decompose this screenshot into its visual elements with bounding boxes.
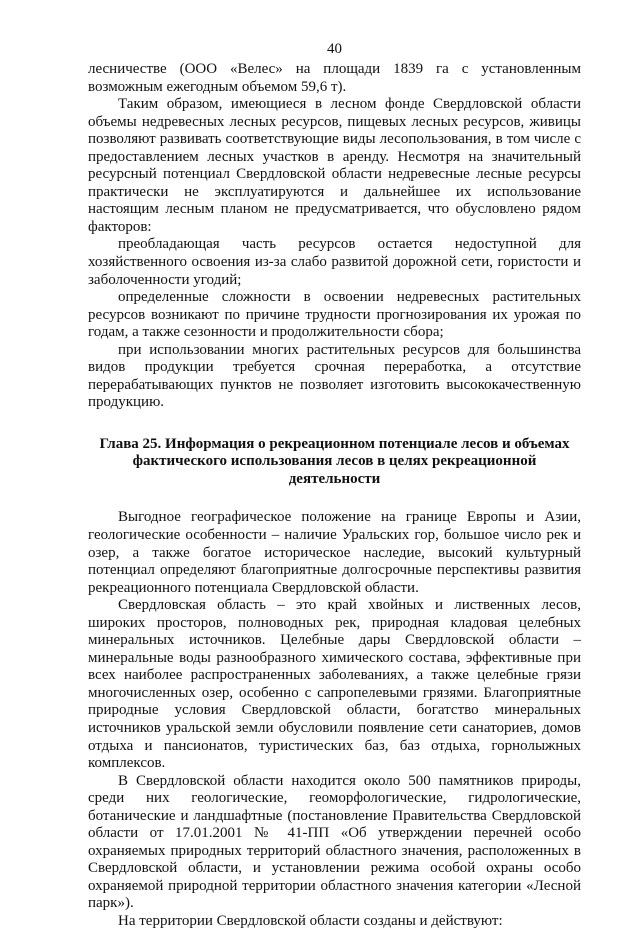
paragraph-factor-forecasting: определенные сложности в освоении недревесных растительных ресурсов возникают по причине трудности прогнозирования их урожая по годам, а также сезонности и продолжительности сбора; — [88, 289, 581, 341]
page-number: 40 — [327, 41, 342, 57]
paragraph-factor-roads: преобладающая часть ресурсов остается недоступной для хозяйственного освоения из-за слабо развитой дорожной сети, гористости и заболоченности угодий; — [88, 236, 581, 288]
paragraph-resources: Свердловская область – это край хвойных и лиственных лесов, широких просторов, полноводных рек, природная кладовая целебных минеральных источников. Целебные дары Свердловской области – минеральные воды разнообразного химического состава, эффективные при всех наиболее распространенных заболеваниях, а также целебные грязи многочисленных озер, особенно с сапропелевыми грязями. Благоприятные природные условия Свердловской области, богатство минеральных источников уральской земли обусловили появление сети санаториев, домов отдыха и пансионатов, туристических баз, баз отдыха, горнолыжных комплексов. — [88, 597, 581, 772]
paragraph-nature-monuments: В Свердловской области находится около 500 памятников природы, среди них геологические, геоморфологические, гидрологические, ботанические и ландшафтные (постановление Правительства Свердловской области от 17.01.2001 № 41-ПП «Об утверждении перечней особо охраняемых природных территорий областного значения, расположенных в Свердловской области, и установлении режима особой охраны особо охраняемой природной территории областного значения категории «Лесной парк»). — [88, 772, 581, 912]
paragraph-summary: Таким образом, имеющиеся в лесном фонде Свердловской области объемы недревесных лесных ресурсов, пищевых лесных ресурсов, живицы позволяют развивать соответствующие виды лесопользования, в том числе с предоставлением лесных участков в аренду. Несмотря на значительный ресурсный потенциал Свердловской области недревесные лесные ресурсы практически не эксплуатируются и дальнейшее их использование настоящим лесным планом не предусматривается, что обусловлено рядом факторов: — [88, 96, 581, 235]
paragraph-territories-intro: На территории Свердловской области созданы и действуют: — [118, 913, 503, 930]
paragraph-continuation: лесничестве (ООО «Велес» на площади 1839 га с установленным возможным ежегодным объемом 59,6 т). — [88, 61, 581, 95]
paragraph-geography: Выгодное географическое положение на границе Европы и Азии, геологические особенности – наличие Уральских гор, большое число рек и озер, а также богатое историческое наследие, высокий культурный потенциал определяют благоприятные долгосрочные перспективы развития рекреационного потенциала Свердловской области. — [88, 509, 581, 596]
paragraph-factor-processing: при использовании многих растительных ресурсов для большинства видов продукции требуется срочная переработка, а отсутствие перерабатывающих пунктов не позволяет изготовить высококачественную продукцию. — [88, 341, 581, 411]
chapter-heading: Глава 25. Информация о рекреационном потенциале лесов и объемах фактического использования лесов в целях рекреационной деятельности — [99, 435, 570, 487]
document-page — [88, 40, 581, 931]
